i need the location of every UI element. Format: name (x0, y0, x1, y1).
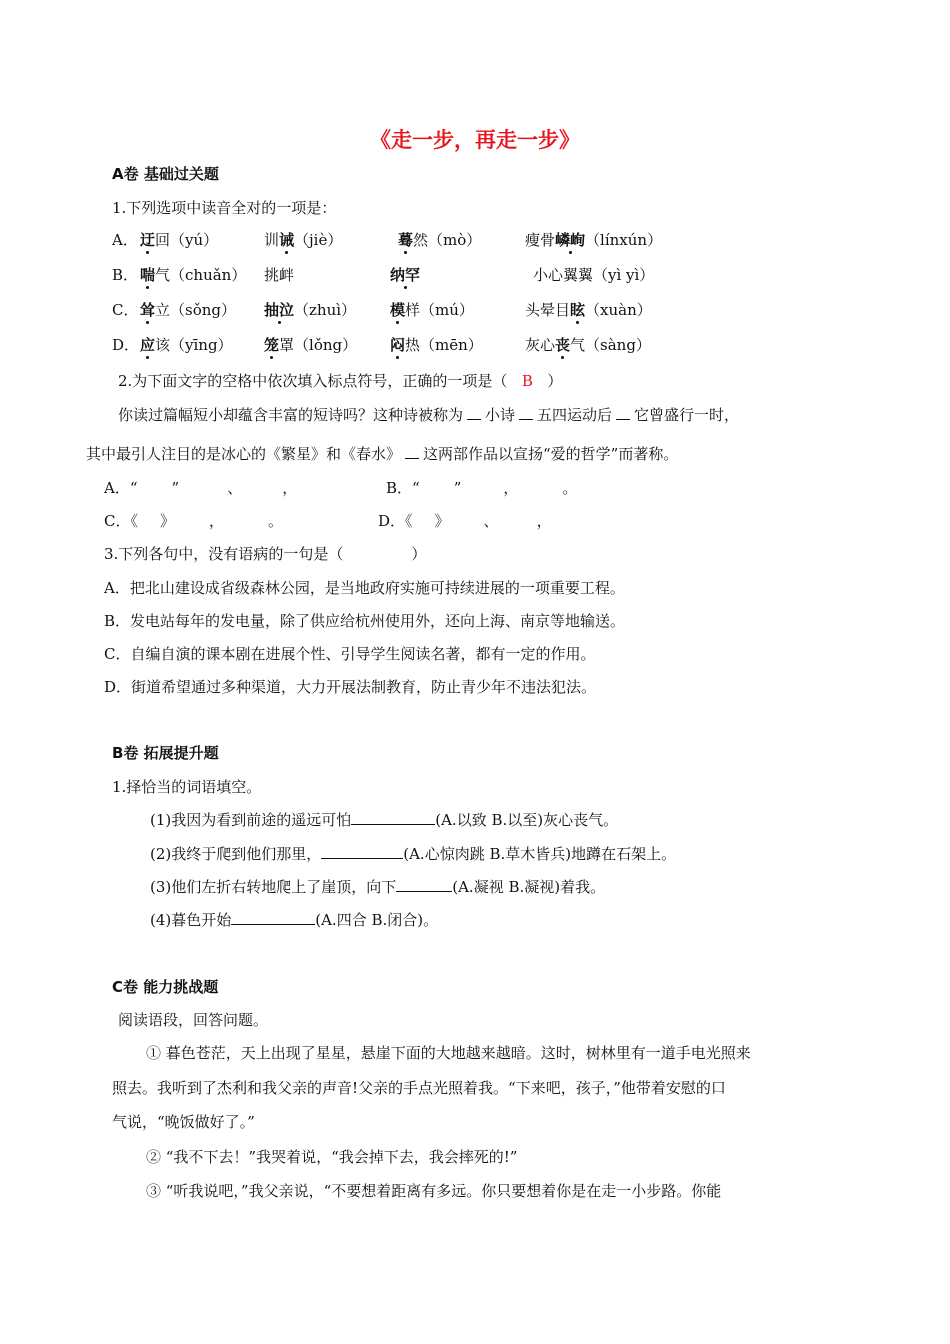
q1-option-a-word-4: 瘦骨嶙峋（línxún） (525, 231, 663, 249)
q1-option-c-word-4: 头晕目眩（xuàn） (525, 301, 652, 319)
q1-option-c-word-2: 抽泣（zhuì） (264, 301, 357, 319)
paragraph-1-line-1: ① 暮色苍茫，天上出现了星星，悬崖下面的大地越来越暗。这时，树林里有一道手电光照来 (146, 1044, 751, 1062)
section-a-heading: A卷 基础过关题 (112, 165, 219, 183)
q1-option-d-word-4: 灰心丧气（sàng） (525, 336, 651, 354)
section-b-q1-stem: 1.择恰当的词语填空。 (112, 778, 262, 796)
q1-option-a-word-1: 迂回（yú） (140, 231, 219, 249)
q2-passage-line-2: 其中最引人注目的是冰心的《繁星》和《春水》 这两部作品以宣扬“爱的哲学”而著称。 (86, 445, 679, 463)
q2-option-c: C．《 》 ， 。 (104, 512, 284, 530)
q3-option-b: B．发电站每年的发电量，除了供应给杭州使用外，还向上海、南京等地输送。 (104, 612, 626, 630)
q3-option-a: A．把北山建设成省级森林公园，是当地政府实施可持续进展的一项重要工程。 (104, 579, 625, 597)
q1-option-b-label: B． (112, 266, 139, 284)
q1-option-a-label: A． (112, 231, 138, 249)
q3-stem: 3.下列各句中，没有语病的一句是（ ） (104, 545, 427, 563)
q2-answer: B (521, 372, 533, 390)
q2-option-d: D．《 》 、 ， (378, 512, 552, 530)
fill-blank-item-1: (1)我因为看到前途的遥远可怕 (A.以致 B.以至)灰心丧气。 (150, 811, 619, 829)
page-title: 《走一步，再走一步》 (370, 128, 580, 152)
q2-passage-line-1: 你读过篇幅短小却蕴含丰富的短诗吗？这种诗被称为 小诗 五四运动后 它曾盛行一时， (118, 406, 740, 424)
q1-option-d-word-1: 应该（yīng） (140, 336, 233, 354)
q2-option-b: B．“ ” ， 。 (386, 479, 578, 497)
q3-option-c: C．自编自演的课本剧在进展个性、引导学生阅读名著，都有一定的作用。 (104, 645, 596, 663)
q2-stem: 2.为下面文字的空格中依次填入标点符号，正确的一项是（ B ） (118, 372, 563, 390)
q1-option-a-word-3: 蓦然（mò） (398, 231, 482, 249)
section-c-heading: C卷 能力挑战题 (112, 978, 219, 996)
q1-option-c-word-1: 耸立（sǒng） (140, 301, 237, 319)
q2-option-a: A．“ ” 、 ， (104, 479, 298, 497)
q1-option-d-word-2: 笼罩（lǒng） (264, 336, 358, 354)
q1-option-c-word-3: 模样（mú） (390, 301, 474, 319)
fill-blank-item-3: (3)他们左折右转地爬上了崖顶，向下 (A.凝视 B.凝视)着我。 (150, 878, 606, 896)
section-b-heading: B卷 拓展提升题 (112, 744, 219, 762)
q1-stem: 1.下列选项中读音全对的一项是： (112, 199, 337, 217)
fill-blank-item-2: (2)我终于爬到他们那里， (A.心惊肉跳 B.草木皆兵)地蹲在石架上。 (150, 845, 677, 863)
fill-blank-item-4: (4)暮色开始 (A.四合 B.闭合)。 (150, 911, 439, 929)
q1-option-d-label: D． (112, 336, 140, 354)
paragraph-2: ② “我不下去！”我哭着说，“我会掉下去，我会摔死的!” (146, 1148, 518, 1166)
q1-option-b-word-1: 喘气（chuǎn） (140, 266, 247, 284)
q1-option-c-label: C． (112, 301, 139, 319)
q1-option-b-word-2: 挑衅 (264, 266, 295, 284)
paragraph-1-line-3: 气说，“晚饭做好了。” (112, 1113, 255, 1131)
q3-option-d: D．街道希望通过多种渠道，大力开展法制教育，防止青少年不违法犯法。 (104, 678, 597, 696)
q1-option-d-word-3: 闷热（mēn） (390, 336, 483, 354)
paragraph-1-line-2: 照去。我听到了杰利和我父亲的声音!父亲的手点光照着我。“下来吧，孩子，”他带着安慰的口 (112, 1079, 726, 1097)
q1-option-b-word-3: 纳罕 (390, 266, 421, 284)
q1-option-b-word-4: 小心翼翼（yì yì） (533, 266, 655, 284)
q1-option-a-word-2: 训诫（jiè） (264, 231, 343, 249)
section-c-intro: 阅读语段，回答问题。 (118, 1011, 269, 1029)
paragraph-3: ③ “听我说吧，”我父亲说，“不要想着距离有多远。你只要想着你是在走一小步路。你能 (146, 1182, 722, 1200)
